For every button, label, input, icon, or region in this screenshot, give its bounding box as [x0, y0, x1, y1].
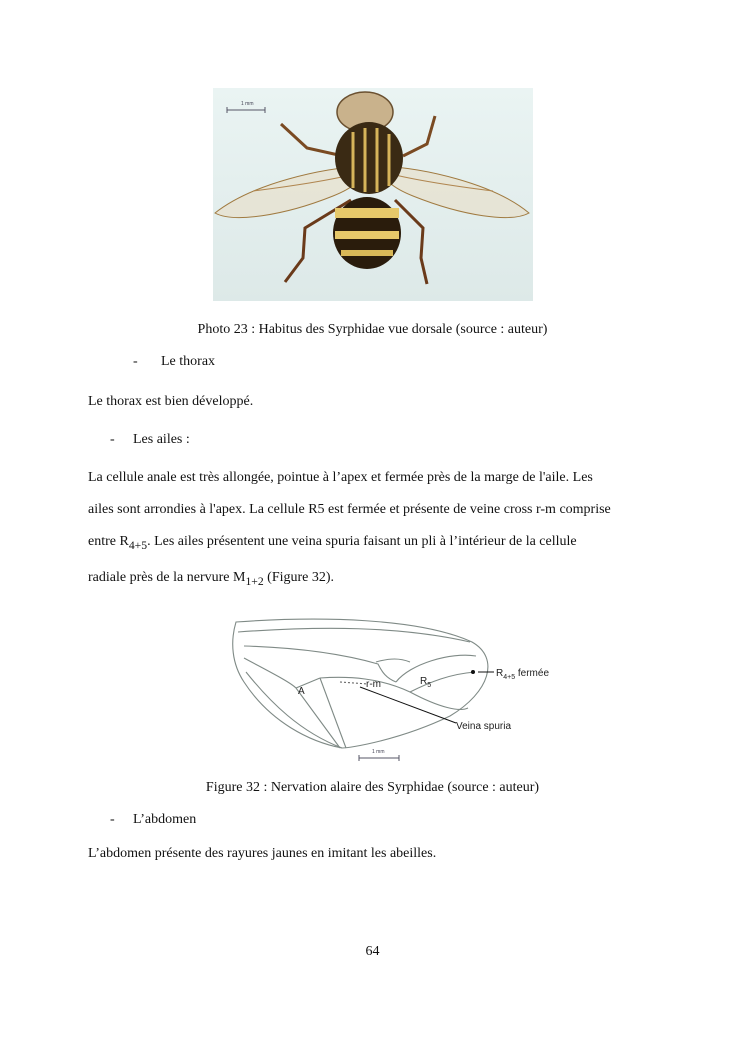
page-number: 64 [365, 944, 380, 959]
bullet-dash: - [133, 354, 138, 369]
wings-line-2 [88, 494, 656, 526]
wings-line-2-text: ailes sont arrondies à l'apex. La cellule R5 est fermée et présente de veine cross r-m comprise [88, 502, 611, 517]
wings-heading-text: Les ailes : [133, 432, 190, 447]
wings-line-4a: radiale près de la nervure M [88, 569, 246, 585]
wings-line-4 [88, 562, 656, 598]
label-rm: r-m [366, 679, 381, 690]
wings-line-3a: entre R [88, 534, 129, 549]
photo-caption: Photo 23 : Habitus des Syrphidae vue dorsale (source : auteur) [197, 322, 548, 337]
abdomen-heading [110, 812, 196, 828]
wings-line-4b: (Figure 32). [263, 569, 335, 585]
abdomen-text: L’abdomen présente des rayures jaunes en imitant les abeilles. [88, 846, 437, 861]
bullet-dash: - [110, 432, 115, 447]
wings-paragraph [88, 462, 656, 598]
label-r45-fermee: $R_{4+5}$ fermée [496, 668, 550, 681]
wings-line-1 [88, 462, 656, 494]
abdomen-heading-text: L’abdomen [133, 812, 197, 827]
label-anal-cell: A [298, 686, 305, 697]
label-veina-spuria: Veina spuria [456, 721, 512, 732]
bullet-dash: - [110, 812, 115, 827]
wings-line-1-text: La cellule anale est très allongée, pointue à l’apex et fermée près de la marge de l'aile. Les [88, 470, 593, 485]
thorax-text: Le thorax est bien développé. [88, 394, 254, 409]
habitus-photo [213, 88, 533, 301]
figure-scale-label: 1 mm [372, 749, 385, 755]
wing-venation-figure [200, 612, 560, 764]
wings-heading [110, 432, 190, 448]
wings-line-3 [88, 526, 656, 562]
r45-subscript: 4+5 [128, 538, 148, 552]
fly-illustration [213, 88, 533, 301]
photo-scale-label: 1 mm [241, 101, 254, 107]
thorax-heading [133, 354, 215, 370]
wings-line-3b: . Les ailes présentent une veina spuria faisant un pli à l’intérieur de la cellule [147, 534, 577, 549]
figure-caption: Figure 32 : Nervation alaire des Syrphidae (source : auteur) [205, 780, 540, 795]
label-r5: $R_5$ [420, 676, 432, 689]
m12-subscript: 1+2 [245, 574, 264, 588]
thorax-heading-text: Le thorax [161, 354, 216, 369]
